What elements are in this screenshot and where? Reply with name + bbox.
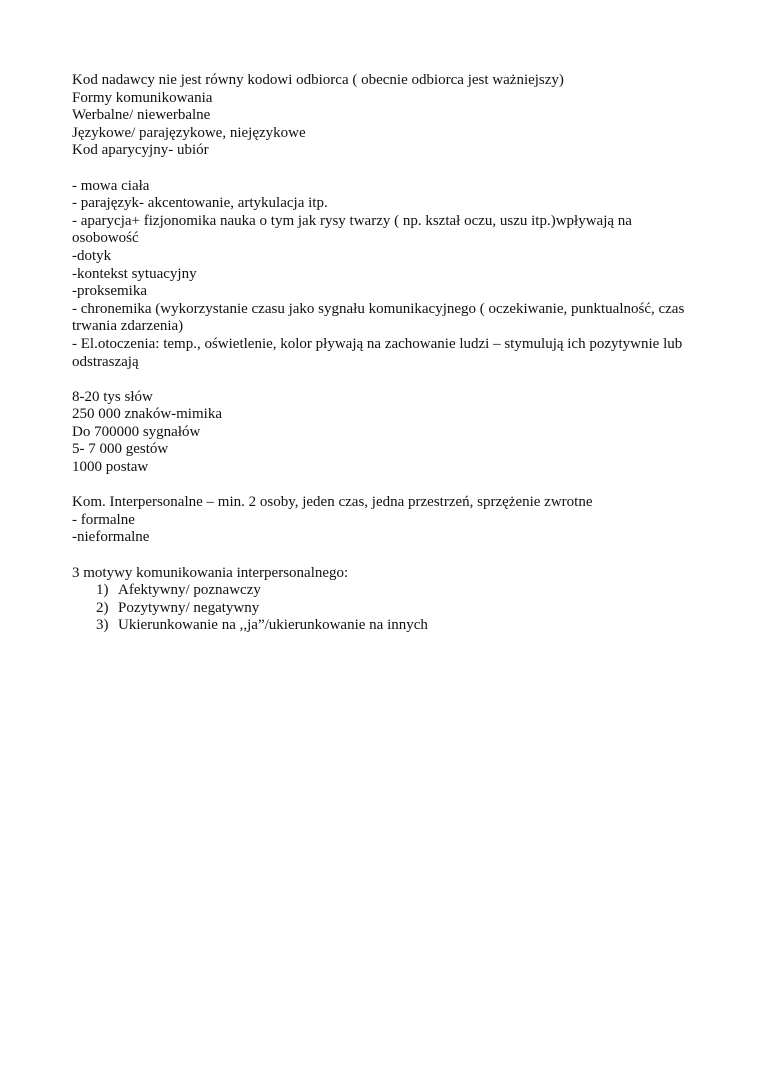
list-item-text: Afektywny/ poznawczy bbox=[118, 582, 261, 599]
list-item: - mowa ciała bbox=[72, 177, 150, 194]
text-line: Do 700000 sygnałów bbox=[72, 423, 201, 440]
list-item bbox=[72, 582, 688, 600]
text-line: 8-20 tys słów bbox=[72, 388, 153, 405]
text-line: Kom. Interpersonalne – min. 2 osoby, jeden czas, jedna przestrzeń, sprzężenie zwrotne bbox=[72, 494, 593, 511]
list-item: -proksemika bbox=[72, 283, 147, 300]
text-line: Kod aparycyjny- ubiór bbox=[72, 142, 209, 159]
list-number: 3) bbox=[96, 617, 109, 634]
blank-line bbox=[72, 160, 688, 178]
list-item-text: Pozytywny/ negatywny bbox=[118, 599, 260, 616]
text-line: Językowe/ parajęzykowe, niejęzykowe bbox=[72, 124, 306, 141]
intro-block bbox=[72, 72, 688, 160]
list-item: - formalne bbox=[72, 511, 135, 528]
list-number: 1) bbox=[96, 582, 109, 599]
blank-line bbox=[72, 477, 688, 495]
list-item: - El.otoczenia: temp., oświetlenie, kolor pływają na zachowanie ludzi – stymulują ich pozytywnie lub odstraszają bbox=[72, 335, 686, 370]
numbered-list bbox=[72, 582, 688, 635]
section-heading: 3 motywy komunikowania interpersonalnego: bbox=[72, 564, 349, 581]
list-item: -kontekst sytuacyjny bbox=[72, 265, 197, 282]
nonverbal-list bbox=[72, 178, 688, 372]
blank-line bbox=[72, 371, 688, 389]
list-item: -nieformalne bbox=[72, 529, 150, 546]
list-item: - chronemika (wykorzystanie czasu jako sygnału komunikacyjnego ( oczekiwanie, punktualność, czas trwania zdarzenia) bbox=[72, 300, 689, 335]
document-body bbox=[72, 72, 688, 635]
interpersonal-block bbox=[72, 494, 688, 547]
text-line: Formy komunikowania bbox=[72, 89, 213, 106]
statistics-block bbox=[72, 389, 688, 477]
list-item: - aparycja+ fizjonomika nauka o tym jak rysy twarzy ( np. kształ oczu, uszu itp.)wpływają na osobowość bbox=[72, 212, 636, 247]
list-item: - parajęzyk- akcentowanie, artykulacja itp. bbox=[72, 195, 328, 212]
blank-line bbox=[72, 547, 688, 565]
text-line: 1000 postaw bbox=[72, 459, 149, 476]
motives-block bbox=[72, 565, 688, 635]
text-line: Werbalne/ niewerbalne bbox=[72, 107, 211, 124]
list-item bbox=[72, 600, 688, 618]
list-item: -dotyk bbox=[72, 247, 112, 264]
text-line: Kod nadawcy nie jest równy kodowi odbiorca ( obecnie odbiorca jest ważniejszy) bbox=[72, 72, 564, 88]
text-line: 5- 7 000 gestów bbox=[72, 441, 169, 458]
list-item-text: Ukierunkowanie na ,,ja”/ukierunkowanie na innych bbox=[118, 617, 428, 634]
text-line: 250 000 znaków-mimika bbox=[72, 406, 222, 423]
list-number: 2) bbox=[96, 599, 109, 616]
list-item bbox=[72, 617, 688, 635]
